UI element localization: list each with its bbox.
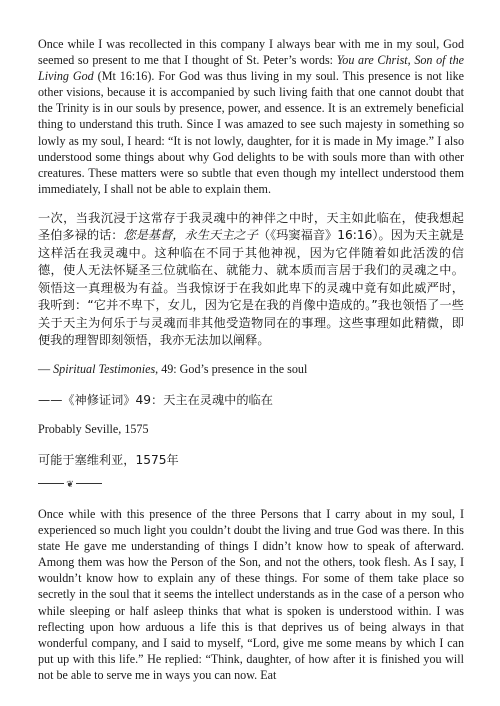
fleuron-icon: ❦ — [66, 478, 74, 489]
paragraph-chinese-1 — [38, 210, 464, 350]
divider-line-left — [38, 483, 64, 484]
para1-zh-before: 一次，当我沉浸于这常存于我灵魂中的神伴之中时，天主如此临在，使我想起圣伯多禄的话： — [38, 210, 464, 243]
document-page — [38, 36, 464, 683]
citation-rest: , 49: God’s presence in the soul — [155, 361, 308, 376]
para1-text-before: Once while I was recollected in this company I always bear with me in my soul, God seemed so present to me that I thought of St. Peter’s words: — [38, 37, 464, 68]
para1-quote: You are Christ, Son of the Living God — [38, 53, 464, 84]
section-divider — [38, 480, 102, 488]
place-date-english: Probably Seville, 1575 — [38, 421, 149, 436]
para1-zh-after: （《玛窦福音》16:16）。因为天主就是这样活在我灵魂中。这种临在不同于其他神视，因为它伴随着如此活泼的信德，使人无法怀疑圣三位就临在、就能力、就本质而言居于我们的灵魂之中。领悟这一真理极为有益。当我惊讶于在我如此卑下的灵魂中竟有如此威严时，我听到：“它并不卑下，女儿，因为它是在我的肖像中造成的。”我也领悟了一些关于天主为何乐于与灵魂而非其他受造物同在的事理。这些事理如此精微，即便我的理智即刻领悟，我亦无法加以阐释。 — [38, 228, 464, 348]
divider-line-right — [76, 483, 102, 484]
citation-chinese: ——《神修证词》49：天主在灵魂中的临在 — [38, 392, 273, 407]
para1-zh-quote: 您是基督，永生天主之子 — [123, 228, 258, 243]
paragraph-english-1 — [38, 36, 464, 197]
para1-text-after: (Mt 16:16). For God was thus living in my soul. This presence is not like other visions, because it is accompanied by such living faith that one cannot doubt that the Trinity is in our souls by presence, power, and essence. It is an extremely beneficial thing to understand this truth. Since I was amazed to see such majesty in something so lowly as my soul, I heard: “It is not lowly, daughter, for it is made in My image.” I also understood some things about why God delights to be with souls more than with other creatures. These matters were so subtle that even though my intellect understood them immediately, I shall not be able to explain them. — [38, 69, 464, 196]
citation-work: Spiritual Testimonies — [53, 361, 156, 376]
citation-english — [38, 362, 464, 377]
citation-dash: — — [38, 361, 54, 376]
paragraph-english-2: Once while with this presence of the three Persons that I carry about in my soul, I experienced so much light you couldn’t doubt the living and true God was there. In this state He gave me understanding of things I didn’t know how to speak of afterward. Among them was how the Person of the Son, and not the others, took flesh. As I say, I wouldn’t know how to explain any of these things. For some of them take place so secretly in the soul that it seems the intellect understands as in the case of a person who while sleeping or half asleep thinks that what is spoken is understood within. I was reflecting upon how arduous a life this is that deprives us of being always in that wonderful company, and I said to myself, “Lord, give me some means by which I can put up with this life.” He replied: “Think, daughter, of how after it is finished you will not be able to serve me in ways you can now. Eat — [38, 506, 464, 682]
place-date-chinese: 可能于塞维利亚，1575年 — [38, 452, 179, 467]
